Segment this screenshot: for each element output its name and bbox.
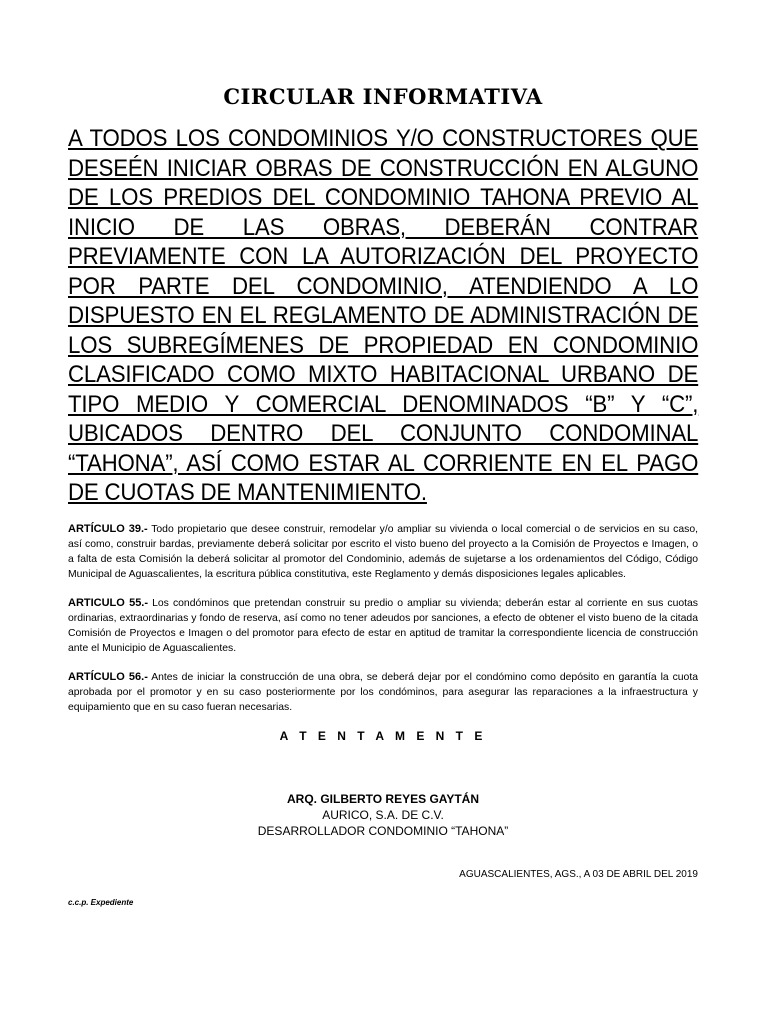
place-date: AGUASCALIENTES, AGS., A 03 DE ABRIL DEL 2019 xyxy=(459,868,698,880)
article-text: Todo propietario que desee construir, remodelar y/o ampliar su vivienda o local comercial o de servicios en su caso, así como, construir bardas, previamente deberá solicitar por escrito el visto bueno del proyecto a la Comisión de Proyectos e Imagen, o a falta de esta Comisión la deberá solicitar al promotor del Condominio, además de sujetarse a los ordenamientos del Código, Código Municipal de Aguascalientes, la escritura pública constitutiva, este Reglamento y demás disposiciones legales aplicables. xyxy=(68,523,699,580)
signer-company: AURICO, S.A. DE C.V. xyxy=(322,807,444,822)
closing-salutation: A T E N T A M E N T E xyxy=(279,728,487,743)
signature-block xyxy=(68,791,698,839)
article-label: ARTÍCULO 39.- xyxy=(68,522,148,535)
document-page xyxy=(68,82,698,907)
article-text: Antes de iniciar la construcción de una obra, se deberá dejar por el condómino como depósito en garantía la cuota aprobada por el promotor y en su caso posteriormente por los condóminos, para asegurar las reparaciones a la infraestructura y equipamiento que en su caso fueran necesarias. xyxy=(68,671,698,713)
article-55 xyxy=(68,596,698,656)
article-56 xyxy=(68,670,698,715)
signer-name: ARQ. GILBERTO REYES GAYTÁN xyxy=(286,791,480,806)
article-39 xyxy=(68,522,698,582)
article-label: ARTICULO 55.- xyxy=(68,596,149,609)
signer-role: DESARROLLADOR CONDOMINIO “TAHONA” xyxy=(257,823,509,838)
ccp-note: c.c.p. Expediente xyxy=(68,897,134,907)
article-label: ARTÍCULO 56.- xyxy=(68,670,148,683)
document-title: CIRCULAR INFORMATIVA xyxy=(223,84,543,109)
headline-notice: A TODOS LOS CONDOMINIOS Y/O CONSTRUCTORES QUE DESEÉN INICIAR OBRAS DE CONSTRUCCIÓN EN ALGUNO DE LOS PREDIOS DEL CONDOMINIO TAHONA PREVIO AL INICIO DE LAS OBRAS, DEBERÁN CONTRAR PREVIAMENTE CON LA AUTORIZACIÓN DEL PROYECTO POR PARTE DEL CONDOMINIO, ATENDIENDO A LO DISPUESTO EN EL REGLAMENTO DE ADMINISTRACIÓN DE LOS SUBREGÍMENES DE PROPIEDAD EN CONDOMINIO CLASIFICADO COMO MIXTO HABITACIONAL URBANO DE TIPO MEDIO Y COMERCIAL DENOMINADOS “B” Y “C”, UBICADOS DENTRO DEL CONJUNTO CONDOMINAL “TAHONA”, ASÍ COMO ESTAR AL CORRIENTE EN EL PAGO DE CUOTAS DE MANTENIMIENTO. xyxy=(68,125,699,506)
article-text: Los condóminos que pretendan construir su predio o ampliar su vivienda; deberán estar al corriente en sus cuotas ordinarias, extraordinarias y fondo de reserva, así como no tener adeudos por sanciones, a efecto de obtener el visto bueno de la citada Comisión de Proyectos e Imagen o del promotor para efecto de estar en aptitud de tramitar la correspondiente licencia de construcción ante el Municipio de Aguascalientes. xyxy=(68,597,698,654)
